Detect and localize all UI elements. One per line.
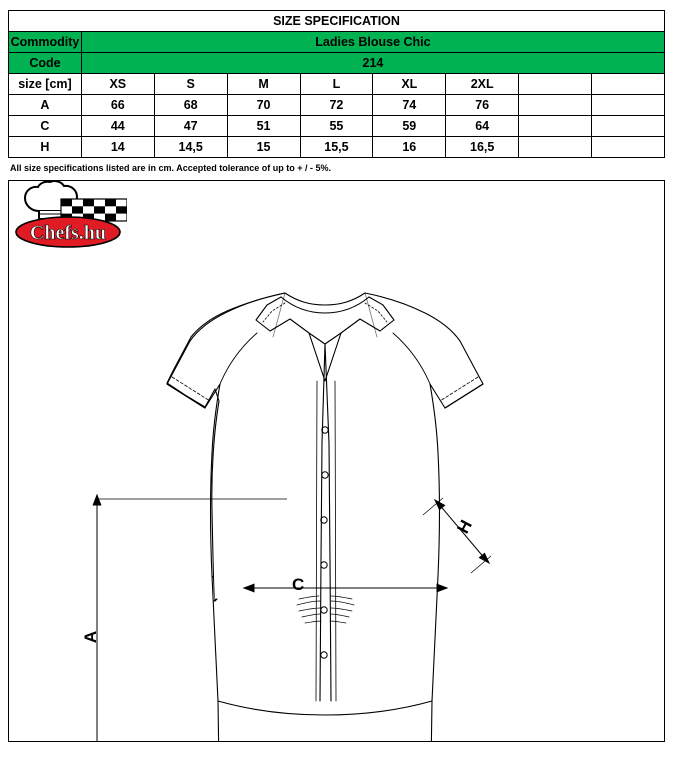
cell-c-empty-1	[519, 116, 592, 137]
cell-h-xs: 14	[81, 137, 154, 158]
size-unit-header: size [cm]	[9, 74, 82, 95]
garment-drawing-panel	[8, 180, 665, 742]
tolerance-note: All size specifications listed are in cm. Accepted tolerance of up to + / - 5%.	[10, 163, 332, 173]
cell-a-m: 70	[227, 95, 300, 116]
cell-h-l: 15,5	[300, 137, 373, 158]
cell-a-s: 68	[154, 95, 227, 116]
commodity-value: Ladies Blouse Chic	[81, 32, 664, 53]
blouse-technical-drawing	[9, 181, 664, 741]
cell-a-xs: 66	[81, 95, 154, 116]
table-row	[9, 116, 665, 137]
dimension-label-c: C	[292, 575, 305, 594]
cell-h-empty-1	[519, 137, 592, 158]
cell-c-s: 47	[154, 116, 227, 137]
table-row	[9, 95, 665, 116]
size-header-m: M	[227, 74, 300, 95]
size-header-empty-2	[592, 74, 665, 95]
cell-h-s: 14,5	[154, 137, 227, 158]
row-label-h: H	[9, 137, 82, 158]
cell-c-m: 51	[227, 116, 300, 137]
commodity-row	[9, 32, 665, 53]
logo-text: Chefs.hu	[29, 222, 107, 244]
dimension-label-h: H	[453, 516, 476, 537]
cell-h-m: 15	[227, 137, 300, 158]
row-label-a: A	[9, 95, 82, 116]
cell-h-2xl: 16,5	[446, 137, 519, 158]
size-specification-table	[8, 10, 665, 158]
cell-a-empty-2	[592, 95, 665, 116]
size-header-empty-1	[519, 74, 592, 95]
code-label: Code	[9, 53, 82, 74]
cell-c-xs: 44	[81, 116, 154, 137]
size-header-l: L	[300, 74, 373, 95]
cell-a-xl: 74	[373, 95, 446, 116]
size-header-2xl: 2XL	[446, 74, 519, 95]
code-value: 214	[81, 53, 664, 74]
code-row	[9, 53, 665, 74]
cell-a-2xl: 76	[446, 95, 519, 116]
cell-c-xl: 59	[373, 116, 446, 137]
cell-a-empty-1	[519, 95, 592, 116]
cell-a-l: 72	[300, 95, 373, 116]
size-header-xl: XL	[373, 74, 446, 95]
cell-c-l: 55	[300, 116, 373, 137]
page-title: SIZE SPECIFICATION	[9, 11, 665, 32]
cell-c-2xl: 64	[446, 116, 519, 137]
size-header-row	[9, 74, 665, 95]
size-header-s: S	[154, 74, 227, 95]
size-header-xs: XS	[81, 74, 154, 95]
table-title-row	[9, 11, 665, 32]
row-label-c: C	[9, 116, 82, 137]
cell-h-empty-2	[592, 137, 665, 158]
dimension-label-a: A	[81, 630, 101, 644]
cell-c-empty-2	[592, 116, 665, 137]
table-row	[9, 137, 665, 158]
cell-h-xl: 16	[373, 137, 446, 158]
chefs-hu-logo	[9, 181, 127, 259]
commodity-label: Commodity	[9, 32, 82, 53]
